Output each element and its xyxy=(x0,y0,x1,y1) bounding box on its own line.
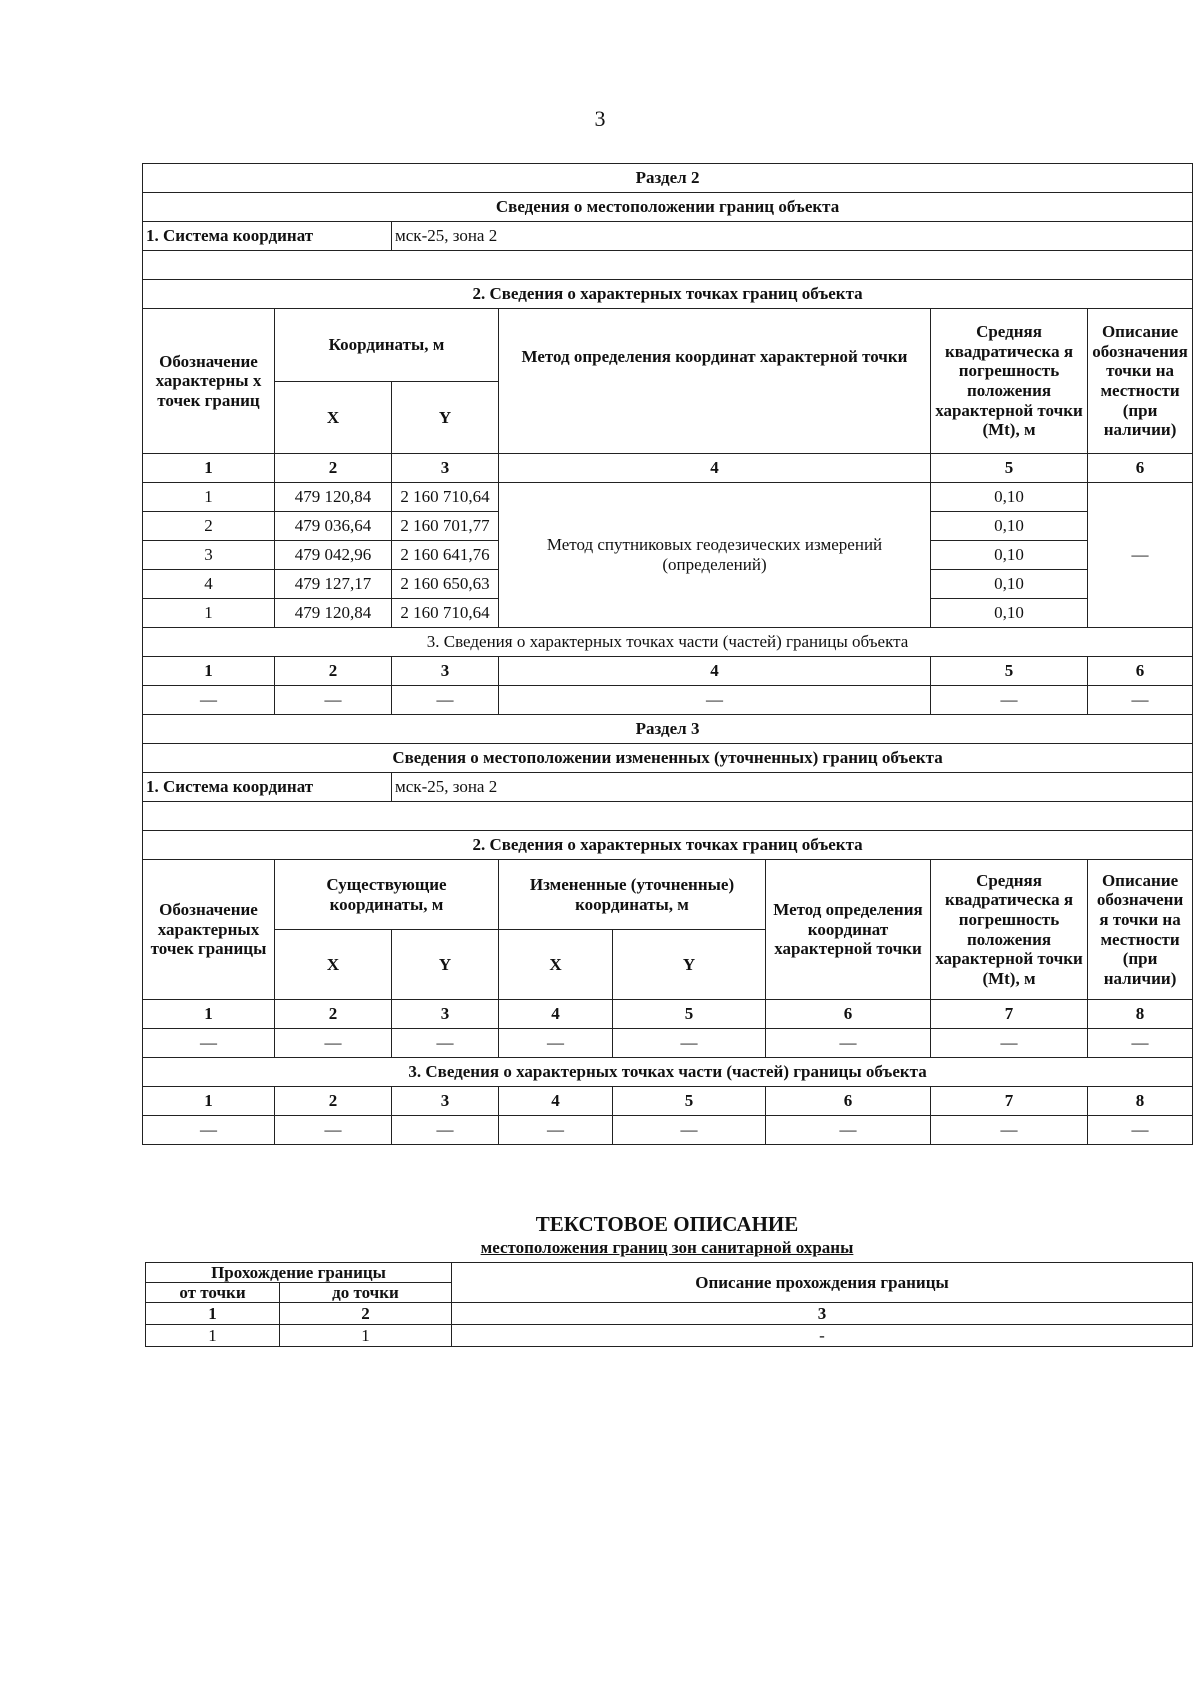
passage-description: - xyxy=(452,1325,1193,1347)
col-number: 6 xyxy=(1088,657,1193,686)
point-x: 479 042,96 xyxy=(275,541,392,570)
empty-row xyxy=(143,802,1193,831)
point-y: 2 160 710,64 xyxy=(392,599,499,628)
col-number: 6 xyxy=(766,1000,931,1029)
col-number: 5 xyxy=(613,1000,766,1029)
method-value: Метод спутниковых геодезических измерений (определений) xyxy=(499,483,931,628)
col-number: 8 xyxy=(1088,1087,1193,1116)
col-number: 5 xyxy=(931,657,1088,686)
col-number: 4 xyxy=(499,657,931,686)
coord-system-value: мск-25, зона 2 xyxy=(392,222,1193,251)
boundaries-table xyxy=(142,163,1193,1145)
col-number: 7 xyxy=(931,1000,1088,1029)
col-number: 1 xyxy=(143,1000,275,1029)
table-row xyxy=(143,1029,1193,1058)
point-mt: 0,10 xyxy=(931,599,1088,628)
empty-row xyxy=(143,251,1193,280)
page-number: 3 xyxy=(594,106,606,131)
empty-cell: — xyxy=(143,1116,275,1145)
col-number: 7 xyxy=(931,1087,1088,1116)
empty-cell: — xyxy=(1088,686,1193,715)
header-from: от точки xyxy=(146,1283,280,1303)
header-existing: Существующие координаты, м xyxy=(275,860,499,930)
empty-cell: — xyxy=(275,1116,392,1145)
header-desc: Описание прохождения границы xyxy=(452,1263,1193,1303)
section2-points-title: 2. Сведения о характерных точках границ объекта xyxy=(143,280,1193,309)
col-number: 2 xyxy=(275,1000,392,1029)
col-number: 4 xyxy=(499,1087,613,1116)
empty-cell: — xyxy=(613,1116,766,1145)
point-y: 2 160 641,76 xyxy=(392,541,499,570)
empty-cell: — xyxy=(143,686,275,715)
col-number: 1 xyxy=(143,1087,275,1116)
section3-title: Раздел 3 xyxy=(143,715,1193,744)
empty-cell: — xyxy=(143,1029,275,1058)
section3-parts-title: 3. Сведения о характерных точках части (частей) границы объекта xyxy=(143,1058,1193,1087)
empty-cell: — xyxy=(931,686,1088,715)
point-x: 479 120,84 xyxy=(275,599,392,628)
header-y: Y xyxy=(392,382,499,454)
col-number: 2 xyxy=(275,1087,392,1116)
point-y: 2 160 701,77 xyxy=(392,512,499,541)
section3-points-title: 2. Сведения о характерных точках границ объекта xyxy=(143,831,1193,860)
header-x: X xyxy=(499,930,613,1000)
col-number: 1 xyxy=(143,454,275,483)
point-number: 4 xyxy=(143,570,275,599)
header-designation: Обозначение характерных точек границы xyxy=(143,860,275,1000)
point-number: 1 xyxy=(143,483,275,512)
section2-subtitle: Сведения о местоположении границ объекта xyxy=(143,193,1193,222)
col-number: 8 xyxy=(1088,1000,1193,1029)
to-point: 1 xyxy=(280,1325,452,1347)
col-number: 5 xyxy=(613,1087,766,1116)
table-row xyxy=(143,483,1193,512)
col-number: 3 xyxy=(392,1087,499,1116)
col-number: 3 xyxy=(392,657,499,686)
col-number: 6 xyxy=(766,1087,931,1116)
col-number: 3 xyxy=(392,1000,499,1029)
empty-cell: — xyxy=(275,1029,392,1058)
point-x: 479 120,84 xyxy=(275,483,392,512)
empty-cell: — xyxy=(613,1029,766,1058)
header-x: X xyxy=(275,382,392,454)
empty-cell: — xyxy=(1088,1116,1193,1145)
col-number: 4 xyxy=(499,454,931,483)
empty-cell: — xyxy=(499,1029,613,1058)
col-number: 2 xyxy=(275,657,392,686)
header-method: Метод определения координат характерной точки xyxy=(766,860,931,1000)
col-number: 2 xyxy=(275,454,392,483)
header-designation: Обозначение характерны х точек границ xyxy=(143,309,275,454)
empty-cell: — xyxy=(392,1029,499,1058)
point-mt: 0,10 xyxy=(931,541,1088,570)
empty-cell: — xyxy=(931,1029,1088,1058)
table-row xyxy=(143,686,1193,715)
header-y: Y xyxy=(613,930,766,1000)
point-number: 2 xyxy=(143,512,275,541)
col-number: 6 xyxy=(1088,454,1193,483)
point-mt: 0,10 xyxy=(931,512,1088,541)
empty-cell: — xyxy=(392,1116,499,1145)
col-number: 3 xyxy=(452,1303,1193,1325)
empty-cell: — xyxy=(766,1116,931,1145)
header-to: до точки xyxy=(280,1283,452,1303)
header-error: Средняя квадратическа я погрешность положения характерной точки (Mt), м xyxy=(931,860,1088,1000)
coord-system-value: мск-25, зона 2 xyxy=(392,773,1193,802)
col-number: 5 xyxy=(931,454,1088,483)
col-number: 2 xyxy=(280,1303,452,1325)
header-description: Описание обозначения точки на местности (при наличии) xyxy=(1088,309,1193,454)
point-mt: 0,10 xyxy=(931,483,1088,512)
point-number: 1 xyxy=(143,599,275,628)
point-number: 3 xyxy=(143,541,275,570)
empty-cell: — xyxy=(1088,1029,1193,1058)
header-x: X xyxy=(275,930,392,1000)
table-row xyxy=(146,1325,1193,1347)
header-method: Метод определения координат характерной точки xyxy=(499,309,931,454)
header-coords: Координаты, м xyxy=(275,309,499,382)
empty-cell: — xyxy=(392,686,499,715)
point-x: 479 127,17 xyxy=(275,570,392,599)
text-description-subtitle: местоположения границ зон санитарной охраны xyxy=(480,1238,854,1257)
empty-cell: — xyxy=(499,1116,613,1145)
header-changed: Измененные (уточненные) координаты, м xyxy=(499,860,766,930)
from-point: 1 xyxy=(146,1325,280,1347)
text-description-title: ТЕКСТОВОЕ ОПИСАНИЕ xyxy=(535,1212,799,1236)
header-y: Y xyxy=(392,930,499,1000)
point-y: 2 160 710,64 xyxy=(392,483,499,512)
col-number: 1 xyxy=(146,1303,280,1325)
point-mt: 0,10 xyxy=(931,570,1088,599)
empty-cell: — xyxy=(766,1029,931,1058)
section2-title: Раздел 2 xyxy=(143,164,1193,193)
section3-subtitle: Сведения о местоположении измененных (уточненных) границ объекта xyxy=(143,744,1193,773)
col-number: 3 xyxy=(392,454,499,483)
header-description: Описание обозначени я точки на местности (при наличии) xyxy=(1088,860,1193,1000)
coord-system-label: 1. Система координат xyxy=(143,773,392,802)
empty-cell: — xyxy=(275,686,392,715)
col-number: 4 xyxy=(499,1000,613,1029)
point-x: 479 036,64 xyxy=(275,512,392,541)
point-y: 2 160 650,63 xyxy=(392,570,499,599)
section2-parts-title: 3. Сведения о характерных точках части (частей) границы объекта xyxy=(143,628,1193,657)
description-value: — xyxy=(1088,483,1193,628)
coord-system-label: 1. Система координат xyxy=(143,222,392,251)
col-number: 1 xyxy=(143,657,275,686)
header-error: Средняя квадратическа я погрешность положения характерной точки (Mt), м xyxy=(931,309,1088,454)
table-row xyxy=(143,1116,1193,1145)
empty-cell: — xyxy=(499,686,931,715)
header-passage: Прохождение границы xyxy=(146,1263,452,1283)
empty-cell: — xyxy=(931,1116,1088,1145)
text-description-table xyxy=(145,1262,1193,1347)
